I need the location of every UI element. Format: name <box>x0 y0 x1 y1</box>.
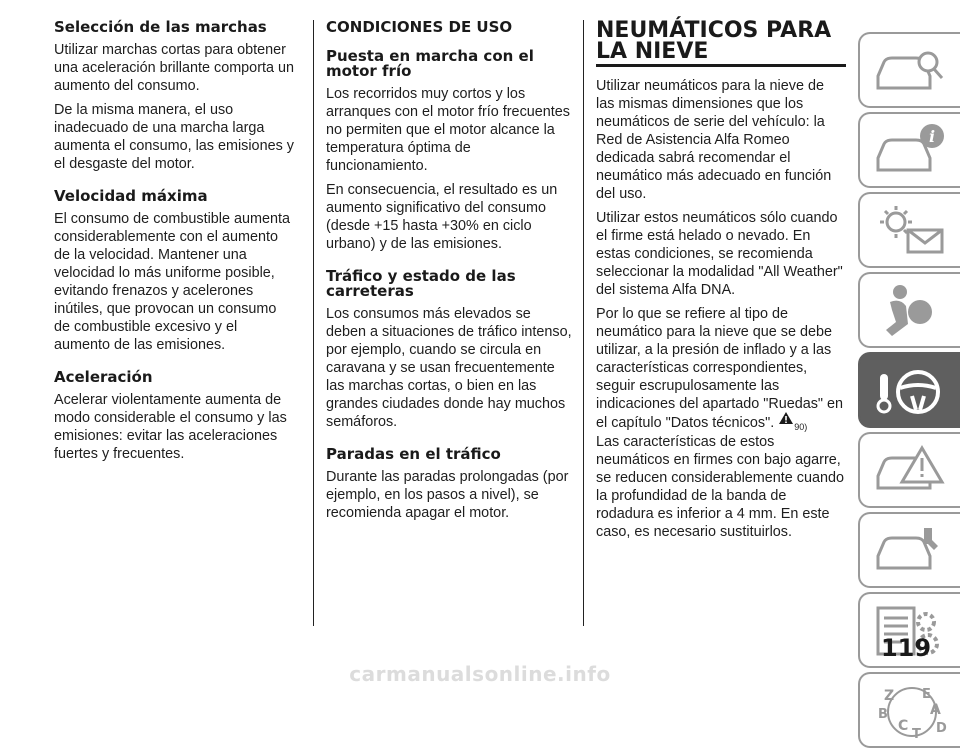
tab-car-breakdown[interactable] <box>858 432 960 508</box>
svg-text:E: E <box>922 687 931 702</box>
tab-car-info[interactable] <box>858 112 960 188</box>
warning-triangle-icon <box>778 411 794 430</box>
page-number: 119 <box>880 634 932 662</box>
section-title-line-2: LA NIEVE <box>596 39 709 64</box>
svg-text:D: D <box>936 721 947 736</box>
heading-paradas: Paradas en el tráfico <box>326 445 501 463</box>
svg-text:i: i <box>928 127 936 146</box>
index-abc-icon <box>872 680 948 742</box>
tab-warning-lights[interactable] <box>858 192 960 268</box>
paragraph: Acelerar violentamente aumenta de modo considerable el consumo y las emisiones: evitar las aceleraciones fuertes y frecuentes. <box>54 392 287 462</box>
tab-airbag-safety[interactable] <box>858 272 960 348</box>
paragraph: Las características de estos neumáticos en firmes con bajo agarre, se reducen considerablemente cuando la profundidad de la banda de rodadura es inferior a 4 mm. En este caso, es necesario sustituirlos. <box>596 434 845 540</box>
heading-condiciones-de-uso: CONDICIONES DE USO <box>326 18 513 36</box>
heading-velocidad-maxima: Velocidad máxima <box>54 187 208 205</box>
paragraph: En consecuencia, el resultado es un aumento significativo del consumo (desde +15 hasta +30% en ciclo urbano) y de las emisiones. <box>326 182 558 252</box>
paragraph: Utilizar estos neumáticos sólo cuando el firme está helado o nevado. En estas condiciones, se recomienda seleccionar la modalidad "All Weather" del sistema Alfa DNA. <box>596 210 843 298</box>
paragraph: Los consumos más elevados se deben a situaciones de tráfico intenso, por ejemplo, cuando se circula en caravana y se usan frecuentemente las marchas cortas, o bien en las grandes ciudades donde hay muchos semáforos. <box>326 306 572 430</box>
svg-text:Z: Z <box>884 688 895 704</box>
heading-trafico: Tráfico y estado de las carreteras <box>326 267 516 300</box>
svg-text:C: C <box>898 718 909 734</box>
paragraph: Utilizar neumáticos para la nieve de las mismas dimensiones que los neumáticos de serie del vehículo: la Red de Asistencia Alfa Romeo dedicada sabrá recomendar el neumático más adecuado en función del uso. <box>596 78 832 202</box>
tab-car-search[interactable] <box>858 32 960 108</box>
column-1 <box>54 20 294 469</box>
svg-text:B: B <box>878 707 888 722</box>
heading-aceleracion: Aceleración <box>54 368 153 386</box>
paragraph: De la misma manera, el uso inadecuado de una marcha larga aumenta el consumo, las emisiones y el desgaste del motor. <box>54 102 294 172</box>
steering-key-icon <box>872 360 948 422</box>
paragraph <box>596 305 846 433</box>
heading-puesta-en-marcha: Puesta en marcha con el motor frío <box>326 47 534 80</box>
watermark: carmanualsonline.info <box>349 662 611 686</box>
paragraph: Los recorridos muy cortos y los arranques con el motor frío frecuentes no permiten que el motor alcance la temperatura óptima de funcionamiento. <box>326 86 570 174</box>
car-search-icon <box>872 40 948 102</box>
warning-lights-icon <box>872 200 948 262</box>
title-underline <box>596 64 846 67</box>
warning-reference: 90) <box>794 422 808 432</box>
airbag-safety-icon <box>872 280 948 342</box>
car-info-icon <box>872 120 948 182</box>
svg-text:T: T <box>912 727 921 742</box>
tab-steering-key[interactable] <box>858 352 960 428</box>
column-divider <box>583 20 584 626</box>
section-title-line-1: NEUMÁTICOS PARA <box>596 18 832 43</box>
paragraph: Utilizar marchas cortas para obtener una aceleración brillante comporta un aumento del consumo. <box>54 42 294 94</box>
column-2 <box>326 20 574 528</box>
column-3 <box>596 20 846 547</box>
car-service-icon <box>872 520 948 582</box>
tab-car-service[interactable] <box>858 512 960 588</box>
car-breakdown-icon <box>872 440 948 502</box>
column-divider <box>313 20 314 626</box>
svg-text:A: A <box>930 702 941 718</box>
paragraph: El consumo de combustible aumenta considerablemente con el aumento de la velocidad. Mantener una velocidad lo más uniforme posible, evitando frenazos y acelerones inútiles, que provocan un consumo de combustible excesivo y el aumento de las emisiones. <box>54 211 290 353</box>
paragraph: Durante las paradas prolongadas (por ejemplo, en los pasos a nivel), se recomienda apagar el motor. <box>326 469 569 521</box>
paragraph-text: Por lo que se refiere al tipo de neumático para la nieve que se debe utilizar, a la presión de inflado y a las características correspondientes, seguir escrupulosamente las indicaciones del apartado "Ruedas" en el capítulo "Datos técnicos". <box>596 306 844 431</box>
heading-seleccion-marchas: Selección de las marchas <box>54 18 267 36</box>
